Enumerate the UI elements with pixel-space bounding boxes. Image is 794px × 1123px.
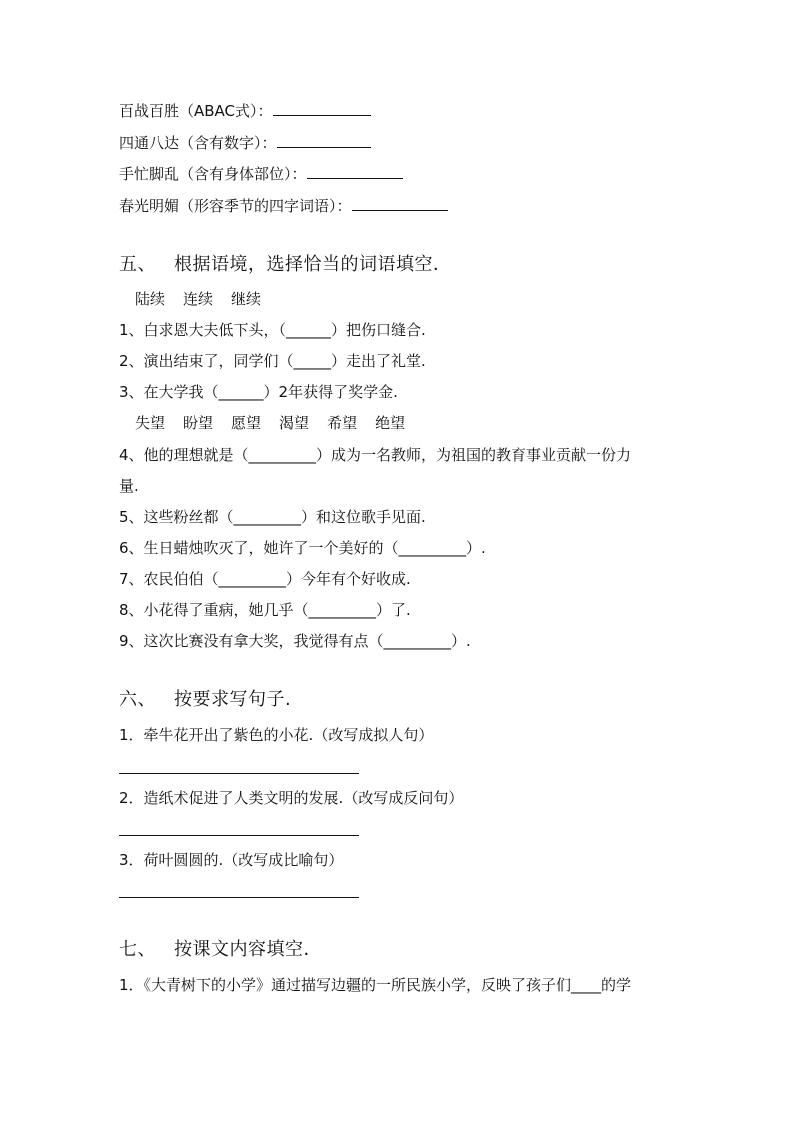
fill-item [119, 975, 631, 995]
rewrite-item: 3．荷叶圆圆的.（改写成比喻句） [119, 851, 344, 869]
fill-item [119, 538, 486, 558]
fill-item [119, 507, 426, 527]
answer-blank[interactable]: ______ [286, 321, 332, 339]
item-text: ）今年有个好收成. [286, 570, 411, 588]
item-text: 6、生日蜡烛吹灭了，她许了一个美好的（ [119, 539, 399, 557]
item-text: ）和这位歌手见面. [301, 508, 426, 526]
answer-line[interactable] [119, 897, 359, 898]
word-choice: 失望 [135, 414, 166, 432]
idiom-item [119, 164, 403, 184]
section-heading-7 [119, 938, 322, 962]
section-heading-5 [119, 253, 452, 277]
section-number: 七、 [119, 939, 156, 960]
word-choice: 渴望 [279, 414, 310, 432]
section-title: 按要求写句子. [174, 689, 292, 710]
section-title: 根据语境，选择恰当的词语填空． [174, 254, 452, 275]
answer-blank[interactable]: _________ [233, 508, 302, 526]
rewrite-item: 2．造纸术促进了人类文明的发展.（改写成反问句） [119, 789, 464, 807]
answer-blank[interactable]: _________ [398, 539, 467, 557]
idiom-prompt: 百战百胜（ABAC式）： [119, 102, 273, 120]
item-text: ）了. [376, 601, 411, 619]
item-text: ）. [466, 539, 486, 557]
fill-item [119, 320, 426, 340]
idiom-prompt: 春光明媚（形容季节的四字词语）： [119, 197, 352, 215]
answer-blank[interactable] [307, 164, 403, 179]
idiom-item [119, 196, 448, 216]
answer-blank[interactable] [277, 133, 371, 148]
word-choice: 愿望 [231, 414, 262, 432]
word-choice: 盼望 [183, 414, 214, 432]
word-choice: 绝望 [375, 414, 406, 432]
fill-item [119, 445, 631, 465]
rewrite-item: 1．牵牛花开出了紫色的小花.（改写成拟人句） [119, 726, 434, 744]
section-title: 按课文内容填空． [174, 939, 322, 960]
item-text: ）. [451, 632, 471, 650]
section-number: 五、 [119, 254, 156, 275]
item-text: 9、这次比赛没有拿大奖，我觉得有点（ [119, 632, 384, 650]
word-choice: 希望 [327, 414, 358, 432]
section-number: 六、 [119, 689, 156, 710]
answer-blank[interactable] [352, 196, 448, 211]
word-choice: 继续 [231, 290, 262, 308]
answer-blank[interactable]: _________ [248, 446, 317, 464]
answer-blank[interactable]: ______ [218, 383, 264, 401]
fill-item [119, 351, 426, 371]
item-text: 7、农民伯伯（ [119, 570, 219, 588]
idiom-item [119, 133, 371, 153]
item-text: ）把伤口缝合. [331, 321, 426, 339]
fill-item [119, 382, 398, 402]
word-choice: 连续 [183, 290, 214, 308]
item-text: ）成为一名教师，为祖国的教育事业贡献一份力 [316, 446, 632, 464]
word-choice: 陆续 [135, 290, 166, 308]
fill-item [119, 631, 471, 651]
idiom-prompt: 四通八达（含有数字）： [119, 134, 277, 152]
item-text: ）2年获得了奖学金. [263, 383, 398, 401]
word-choices-2 [135, 413, 423, 433]
section-heading-6 [119, 688, 291, 712]
fill-item [119, 569, 411, 589]
item-text: 5、这些粉丝都（ [119, 508, 234, 526]
item-text: 2、演出结束了，同学们（ [119, 352, 294, 370]
idiom-prompt: 手忙脚乱（含有身体部位）： [119, 165, 307, 183]
item-text: 量. [119, 477, 139, 495]
answer-line[interactable] [119, 835, 359, 836]
item-text: 3、在大学我（ [119, 383, 219, 401]
answer-line[interactable] [119, 773, 359, 774]
answer-blank[interactable] [273, 101, 371, 116]
answer-blank[interactable]: _____ [293, 352, 332, 370]
item-text: 8、小花得了重病，她几乎（ [119, 601, 309, 619]
answer-blank[interactable]: ____ [571, 976, 602, 994]
item-text: 1、白求恩大夫低下头，（ [119, 321, 287, 339]
item-text: 的学 [601, 976, 632, 994]
word-choices-1 [135, 289, 279, 309]
answer-blank[interactable]: _________ [308, 601, 377, 619]
idiom-item [119, 101, 371, 121]
fill-item-continuation [119, 476, 139, 496]
item-text: 1．《大青树下的小学》通过描写边疆的一所民族小学，反映了孩子们 [119, 976, 572, 994]
fill-item [119, 600, 411, 620]
item-text: ）走出了礼堂. [331, 352, 426, 370]
item-text: 4、他的理想就是（ [119, 446, 249, 464]
answer-blank[interactable]: _________ [218, 570, 287, 588]
answer-blank[interactable]: _________ [383, 632, 452, 650]
